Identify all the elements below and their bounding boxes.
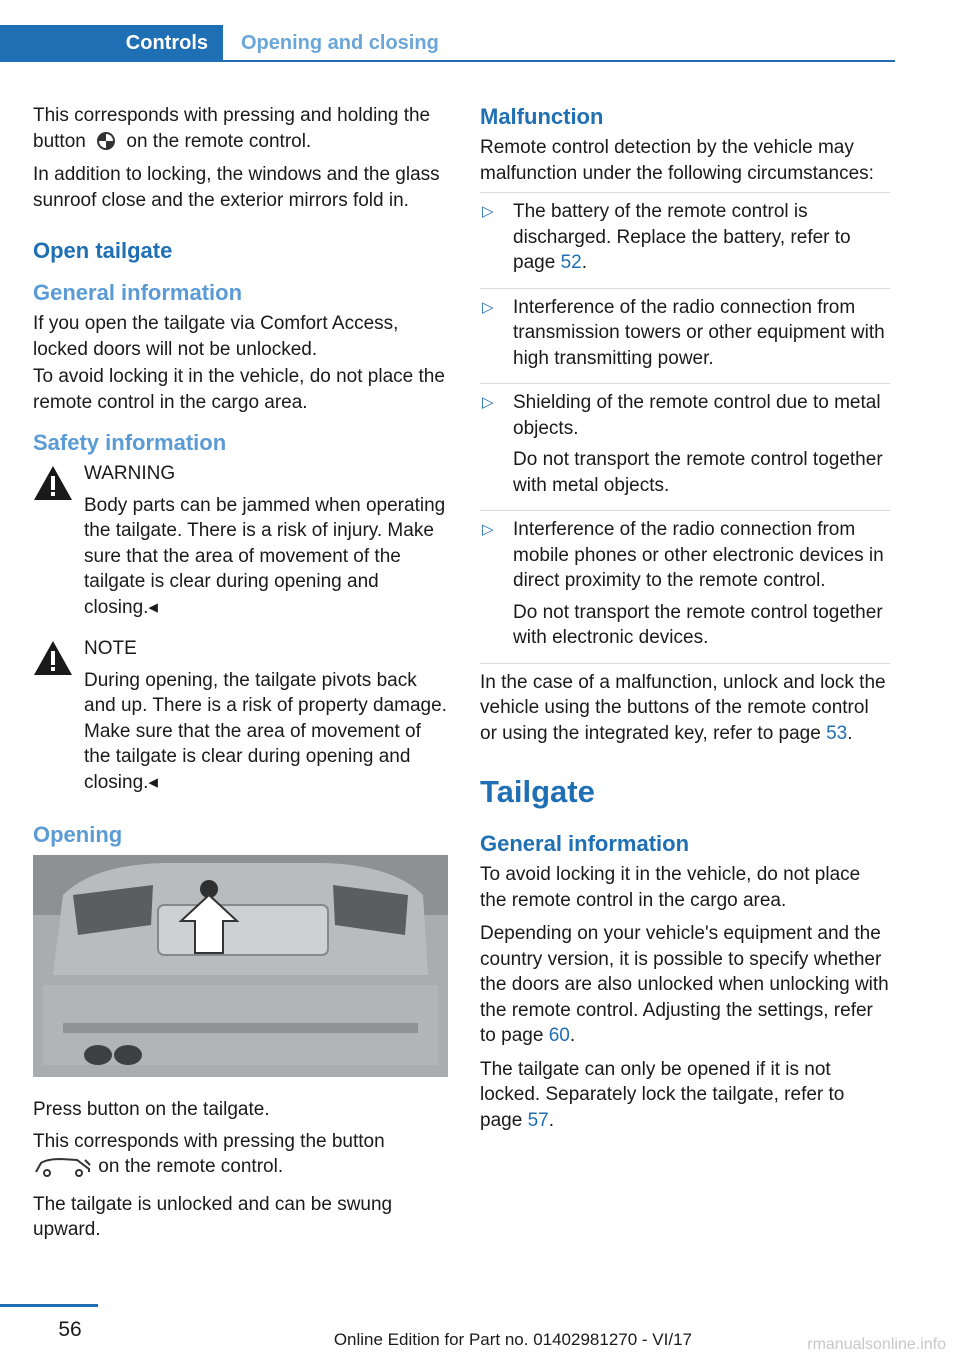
paragraph: To avoid locking it in the vehicle, do not place the remote control in the cargo area.	[33, 366, 445, 413]
triangle-bullet-icon: ▷	[482, 203, 494, 220]
bmw-logo-button-icon	[91, 130, 121, 152]
note-label: NOTE	[84, 638, 137, 659]
subsection-heading: General information	[33, 280, 243, 305]
subsection-heading: Safety information	[33, 430, 227, 455]
subsection-heading: Opening	[33, 822, 123, 847]
paragraph: The tailgate is unlocked and can be swung upward.	[33, 1193, 393, 1240]
warning-label: WARNING	[84, 463, 176, 484]
section-heading: Open tailgate	[33, 238, 173, 263]
watermark: rmanualsonline.info	[807, 1336, 946, 1353]
page-link[interactable]: 52	[560, 252, 582, 273]
warning-triangle-icon	[33, 465, 73, 501]
subsection-heading: General information	[480, 831, 690, 856]
paragraph: In the case of a malfunction, unlock and lock the vehicle using the buttons of the remote control or using the integrated key, refer to page 53.	[480, 671, 886, 744]
paragraph: If you open the tailgate via Comfort Access, locked doors will not be unlocked.	[33, 313, 399, 360]
page-link[interactable]: 57	[527, 1109, 549, 1131]
edition-text: Online Edition for Part no. 01402981270 - VI/17	[333, 1330, 692, 1349]
warning-block	[33, 461, 448, 620]
chapter-heading: Tailgate	[480, 774, 595, 809]
page-number: 56	[58, 1318, 82, 1341]
paragraph: This corresponds with pressing and holding the button on the remote control.	[33, 105, 431, 152]
triangle-bullet-icon: ▷	[482, 521, 494, 538]
tab-controls[interactable]	[0, 25, 223, 62]
page-link[interactable]: 60	[548, 1025, 570, 1046]
paragraph: Remote control detection by the vehicle may malfunction under the following circumstances:	[480, 135, 890, 193]
warning-text: Body parts can be jammed when operating the tailgate. There is a risk of injury. Make sure that the area of movement of the tailgate is clear during opening and closing.◂	[84, 494, 446, 618]
malfunction-list	[480, 199, 890, 664]
tab-opening-label: Opening and closing	[241, 32, 439, 54]
tab-opening-and-closing[interactable]	[241, 25, 439, 62]
paragraph: Depending on your vehicle's equipment and the country version, it is possible to specify whether the doors are also unlocked when unlocking with the remote control. Adjusting the settings, refer to page 60.	[480, 923, 889, 1046]
tailgate-illustration	[33, 855, 448, 1077]
paragraph: This corresponds with pressing the button on the remote control.	[33, 1130, 385, 1177]
list-item: ▷ Interference of the radio connection from transmission towers or other equipment with high transmitting power.	[480, 295, 890, 385]
list-item: ▷ The battery of the remote control is discharged. Replace the battery, refer to page 52.	[480, 199, 890, 289]
car-tailgate-button-icon	[33, 1157, 93, 1177]
triangle-bullet-icon: ▷	[482, 394, 494, 411]
paragraph: In addition to locking, the windows and the glass sunroof close and the exterior mirrors fold in.	[33, 164, 440, 211]
left-column	[33, 103, 448, 1251]
footer-rule	[0, 1304, 98, 1307]
triangle-bullet-icon: ▷	[482, 298, 494, 316]
list-item: ▷ Shielding of the remote control due to metal objects. Do not transport the remote control together with metal objects.	[480, 390, 890, 511]
warning-triangle-icon	[33, 640, 73, 676]
note-text: During opening, the tailgate pivots back and up. There is a risk of property damage. Make sure that the area of movement of the tailgate is clear during opening and closing.◂	[84, 669, 447, 793]
paragraph: To avoid locking it in the vehicle, do not place the remote control in the cargo area.	[480, 864, 861, 911]
tab-controls-label: Controls	[125, 32, 208, 54]
paragraph: Press button on the tailgate.	[33, 1099, 270, 1120]
paragraph: The tailgate can only be opened if it is not locked. Separately lock the tailgate, refer to page 57.	[480, 1058, 845, 1131]
right-column	[480, 103, 890, 1141]
page-link[interactable]: 53	[826, 722, 848, 744]
list-item: ▷ Interference of the radio connection from mobile phones or other electronic devices in direct proximity to the remote control. Do not transport the remote control together with electronic devices.	[480, 517, 890, 664]
note-block	[33, 636, 448, 795]
subsection-heading: Malfunction	[480, 104, 604, 129]
header-rule	[223, 60, 895, 62]
